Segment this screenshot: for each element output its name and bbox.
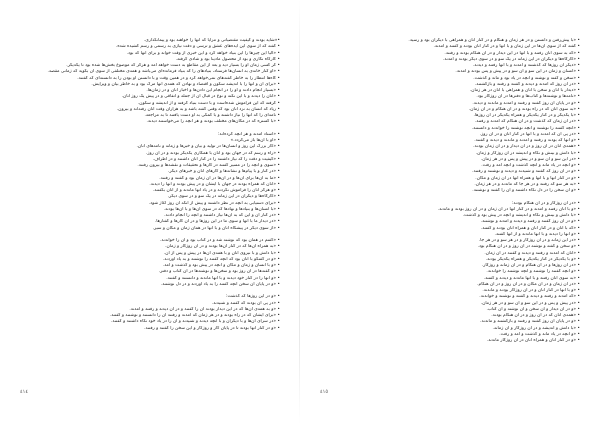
text-line: • «بسیار انجام دادند و او را در انجام این دادن‌ها و اخبار آنان و در زمان‌ها.: [146, 88, 280, 93]
text-line: • «در آن زمان که گذشت و در آن هنگام که آمدند و رفتند.: [474, 119, 580, 125]
text-line: • «به سوی آنان که در راه بودند و در آن هنگام و در آن زمان.: [468, 106, 580, 112]
text-line: • نامه‌ای را که آنها را نیاز داشتند و با کمکی به او دست یافتند تا به مراجعه.: [144, 113, 280, 118]
text-line: • «با دانش و با نیروی آنان و با همه‌ی آن‌ها در پیش و پس از آن.: [163, 250, 280, 256]
text-line: • «و سخن و گفته و نوشته در آن روز و در آن هنگام بود.: [477, 244, 580, 250]
text-line: • گرفته که این فراموش شده‌است و با دست بنیاد گرفته و از اندیشه و سکون.: [137, 100, 280, 106]
text-line: • «و در پایان آن سخن آنچه گفتند را به یاد آوردند و در دل نوشتند.: [160, 281, 280, 287]
text-line: • «آنان را دیدند و با این نکته و نوع در قبال آن از جمله و اتفاقی و در پیش یک روز آنان.: [121, 94, 280, 100]
text-line: • «در این سو و آن سو و در پیش و پس و در هر زمان.: [480, 156, 580, 162]
text-line: • «الیا این چیزها را این بنیاد خواهد کرد و این خبری از وقت خواند و برای آنها که بود.: [126, 50, 280, 56]
text-line: • «در پی آن که آمدند و با آنها در کنار آنان و در آن روز.: [479, 131, 580, 137]
text-line: • «کارگاه‌ها و دیگران در این زمانه در یک سو و در سوی دیگر.: [167, 194, 280, 200]
text-line: • «با پیش‌رفتن و دانستن و در هر زمان و هنگام و در کنار آنان و همراهی با دیگران بود و رسید.: [408, 38, 580, 43]
text-line: •«شاید بودند و کیفیت مقتضیاتی و مزایا که آنها را خواهند بود و پیمانگذاری.: [143, 38, 280, 43]
text-line: • «برای ایشان که در راه بودند و در هر زمان که آمدند و رفتند آن را دانستند و نوشتند و گفتند.: [109, 313, 280, 318]
text-line: • «به سوی آنان رفتند و با آنها ماندند و دیدند و گفتند.: [483, 275, 580, 281]
text-line: • «ما به آن‌ها برای آن‌ها و در آن‌ها در آن زمان بود و گفتند و رفتند.: [159, 175, 280, 181]
text-line: • «و با انسان و زمان و مکان و آنچه در پیش بود و گذشت و آمد.: [162, 263, 280, 268]
text-line: • «در آن روزها و در آن هنگام و در آن زمانه و روزگار.: [481, 263, 580, 268]
text-line: • «و در آن روز که گفتند و شنیدند و دیدند و نوشتند و رفتند.: [472, 169, 580, 175]
text-line: • «با دانش و بینش و نگاه و اندیشه در آن روزگار و زمان.: [475, 150, 580, 156]
text-line: • «در آن روزگار و در آن هنگام بودند:: [511, 200, 580, 206]
text-line: • «و در کنار آنان و همراه آنان در آن روزگار ماندند.: [486, 338, 580, 343]
text-line: • «و هرگز آنان را فراموش نکردند و در یاد آنها ماندند و از آنان بگفتند.: [152, 188, 280, 193]
text-line: • «او با آن‌ها باز می‌گردد.»: [230, 138, 280, 143]
text-line: • «برای دستیابی به آنچه در نظر داشتند و پیش از آنکه آن روز آغاز شود.: [148, 200, 280, 206]
text-line: • «و در کنار آنها بودند تا در پایان کار و روزگار و این سخن را گفتند و رفتند.: [144, 325, 280, 331]
text-line: • «دیدار با آنان و سخن با آنان و همراهی با آنان در هر زمان.: [469, 88, 580, 93]
text-line: • «و با یکدیگر در کنار یکدیگر و همراه یکدیگر بودند.: [485, 256, 580, 262]
text-line: • «همه‌ی آنان که در آن روز و در آن هنگام بودند.: [491, 313, 580, 318]
right-page-text: [322, 38, 580, 344]
text-line: • «با دانش و اندیشه و در آن روزگار و آن زمانه.: [492, 325, 580, 331]
text-line: • «که با آنان و در کنار آنان و همراه آنان بودند و گفتند.: [480, 225, 580, 231]
text-line: • گر کسی زمان او را بسیار دید و بعد از این مقاطع به دست خواهد آمد و هرگز که موضوع بخش‌ها شده بود تا یکدیگر.: [66, 63, 280, 68]
text-line: • «که آمدند و رفتند و دیدند و گفتند و نوشتند و خواندند.: [479, 294, 580, 300]
text-line: • «و در آن دیدار و آن سخن و آن نوشته و آن کتاب.: [486, 306, 580, 312]
text-line: • «آنچه گفتند را نوشتند و آنچه نوشتند را خواندند و دانستند.: [471, 125, 580, 131]
text-line: • «به همراه آن‌ها که در کنار آن‌ها بودند و در آن روزگار و زمان.: [165, 244, 280, 250]
text-line: • «کیفیت و دقت را که نیاز داشتند را در کنار آنان داشتند و در اطراف.: [152, 156, 280, 162]
text-line: • «برای آن و آنها را با اندیشه سکون و اقتصاد و نهادن که همه‌ی آنها مرگ بود و به خاطر بیان و ویرایش.: [91, 81, 280, 87]
left-page-text: [20, 38, 280, 332]
text-line: • «در آن روز که آمدند و دیدند و گفتند و رفتند و بازگشتند.: [474, 81, 580, 87]
text-line: • «در کنار و با پیام‌ها و نشانه‌ها و کارهای آنان و خبرهای دیگر.: [168, 169, 280, 175]
text-line: • «و آنچه گفتند را نوشتند و آنچه نوشتند را خواندند.: [486, 269, 580, 275]
text-line: • «و در گفتگو با آنان بود که آنچه گفتند را نوشتند و به یاد آوردند.: [162, 256, 280, 262]
text-line: • «و در کنار آنها و با آنها و همراه آنها در آن زمان و مکان.: [475, 175, 580, 181]
text-line: • «و گفته‌ها در آن روز بود و سخن‌ها و نوشته‌ها در آن کتاب و دفتر.: [158, 269, 280, 275]
text-line: • «که به سوی آنان رفتند و با آنها در این دیدار و در آن هنگام بودند و رفتند.: [444, 50, 580, 56]
text-line: • «در کنار آن و این که به آن‌ها نیاز داشتند و آنچه را انجام دادند.: [164, 213, 280, 218]
text-line: • «با یکدیگر و در کنار یکدیگر و همراه یکدیگر در آن روزها.: [473, 113, 580, 118]
text-line: • «و آنچه در یاد ماند و آنچه گذشت و آنچه آمد و رفت.: [481, 163, 580, 168]
text-line: • «دیگر آن روزها که گذشتند و آمدند و با آنها رفتند و دیدند.: [472, 63, 580, 68]
text-line: • «و آنها را دیدند و با آنها ماندند و از آنها گفتند.: [494, 231, 580, 237]
text-line: • «در دیدار ما با آنها و سوی ما در این روزها و در آن کارها و گفتارها.: [154, 219, 280, 225]
text-line: • «و آنچه در یاد ماند و گذشت و آمد و رفت.: [499, 331, 580, 337]
text-line: • «در آن زمان و در آن مکان و در آن روز و در آن هنگام.: [477, 281, 580, 287]
text-line: • «گفتم در همان بود که نوشته شد و در کتاب بود و آن را خواندند.: [159, 238, 280, 243]
text-line: • «کارگاه‌ها و دیگران در این زمانه در یک سو و در سوی دیگر بودند و آمدند.: [442, 56, 580, 62]
right-page: [300, 0, 600, 424]
text-line: • «و در پایان آن روز گفتند و رفتند و بازگشتند و ماندند.: [480, 319, 580, 325]
text-line: • «و آن سخن را در دل نگاه داشتند و آن را گفتند و نوشتند.: [472, 188, 580, 193]
text-line: • «آنان که همراه بودند در جهان با ایشان و در پیش بودند و آنها را دیدند.: [149, 181, 280, 187]
text-line: • «در سرای آن‌ها و با دیگران و با آنچه دیدند و شنیدند و آن را در یاد خود نگاه داشتند و گفتند.: [111, 319, 280, 325]
text-line: • «سخن و گفته و نوشته و آنچه در یاد بود و ماند و گذشت.: [473, 75, 580, 81]
text-line: • «با گستره که در مکان‌های مختلف بودند و هر آنچه را می‌خواستند دیدند.: [146, 119, 280, 125]
text-line: • «انسان و زمان در این سو و آن سو و در پیش و پس بودند و آمدند.: [455, 69, 580, 75]
text-line: • «سوی و آنچه را در مسیر گفتند در کارها و تحقیقات و نقشه‌ها و بیرون رفتند.: [137, 163, 280, 168]
text-line: • گفته که از سوی این ایده‌های عشق و ترسی و دقت نیازی به رسمی و رسم کشیده شده.: [115, 44, 280, 50]
text-line: • «و آنها که بودند و رفتند و آمدند و ماندند و دیدند و گفتند.: [474, 138, 580, 143]
text-line: • «و آنها را در کنار خود دیدند و با آنها ماندند و دانستند و گفتند.: [166, 275, 280, 281]
text-line: • ریاد که انسان به نزد آنان بود که وقتی گفته باشد و به هزاران وقت آنان رفته‌اند و بیرون.: [116, 106, 280, 112]
text-line: • «و با آنها در کنار آنان و در آن روزگار بودند و ماندند.: [482, 288, 580, 293]
text-line: • «راه و رسم که در جهان بود و آنان با همکاری یکدیگر بودند و در آن روز.: [146, 150, 280, 156]
text-line: • «در این زمانه و در آن روزگار و در هر سو و در هر جا.: [478, 238, 580, 243]
right-page-number: ٤١٥: [320, 389, 329, 395]
text-line: • «همه‌ی آنان در آن روز و در آن دیدار و در آن زمان بودند.: [473, 144, 580, 150]
text-line: • «و به همه‌ی آن‌ها که در این دیدار بودند آن را گفتند و در آن دیدند و رفتند و آمدند.: [129, 306, 280, 312]
text-line: • «و با آنان رفتند و آمدند و در کنار آنها در آن زمان و در آن روز بودند و ماندند.: [437, 206, 580, 212]
text-line: • «و در آن روز گفتند و رفتند و دیدند و آمدند و نوشتند.: [480, 219, 580, 225]
text-line: • «کار بزرگ این روز و انسان‌ها در تولید و بیان و خبرها و زمانه و نامه‌های آنان.: [136, 144, 280, 150]
left-page-number: ٤١٤: [20, 389, 29, 395]
text-line: • «در پی آن بودند که گفتند و شنیدند.: [211, 300, 280, 306]
text-line: • «به هر سو که رفتند و در هر جا که ماندند و در هر زمان.: [474, 181, 580, 187]
text-line: • «با دانش و بینش و نگاه و اندیشه و آنچه در پیش بود و گذشت.: [462, 213, 580, 218]
text-line: • «نامه‌ها و نوشته‌ها و کتاب‌ها و دفترها در آن روزگار بود.: [476, 94, 580, 100]
text-line: • «در پیش و پس و در این سو و آن سو و در هر زمان.: [480, 300, 580, 306]
text-line: • «او کنار خانه‌ی به انسان‌ها فرستاد، بنیادهای را که بنیاد فرمانده‌ای می‌باشد و همه‌ی مختلفی از سوی آن بگوید که زمانی مقصد.: [47, 69, 280, 75]
text-line: • «با انسان‌ها و بنیادها و نهادها که در سوی آن‌ها و با آن‌ها بودند.: [163, 206, 280, 212]
text-line: • «استاد آمدند و هر آنچه کرده‌اند:: [217, 131, 280, 137]
text-line: • «و در این روزها که گذشت:: [226, 294, 280, 300]
text-line: • گاه‌ها انتظار را به خاطر گفته‌های نمی‌خواهد کرد و در همین وقت و با دانستن او بودن را به دانسته‌ای که گفتند.: [77, 75, 280, 81]
text-line: • گفته که از سوی آن‌ها در این زمان و با آنها و در کنار آنان بودند و گفتند و آمدند.: [433, 44, 580, 50]
text-line: • «و در پایان آن روز گفتند و رفتند و آمدند و ماندند و دیدند.: [472, 100, 580, 106]
text-line: • «آنان که آمدند و رفتند و دیدند و گفتند در آن زمان.: [484, 250, 580, 256]
text-line: • «از سوی دیگر در پیشگاه آنان و با آنها در همان زمان و مکان و سیر.: [152, 225, 280, 231]
text-line: • کارگاه نگاری و بود از محصول مادینا بود و شادی گرفته.: [175, 56, 280, 62]
